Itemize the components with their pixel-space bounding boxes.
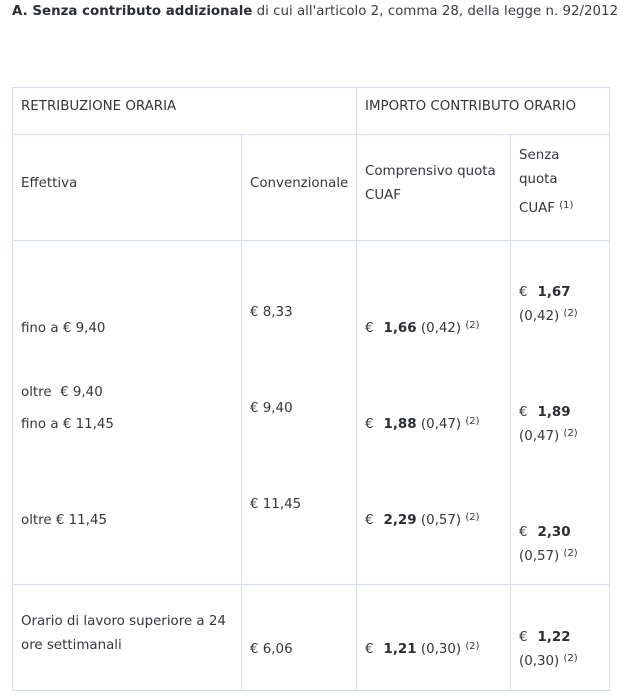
row2-senza-cuaf: € 1,89 — [519, 405, 571, 420]
row2-con-cuaf-value: 1,88 — [383, 417, 417, 432]
table-divider-header — [12, 134, 610, 135]
contribution-table — [12, 87, 610, 691]
row1-con-cuaf: € 1,66 (0,42) $^{(2)}$ — [365, 320, 480, 336]
header-retribuzione-oraria: RETRIBUZIONE ORARIA — [21, 99, 177, 114]
section-heading-bold: A. Senza contributo addizionale — [12, 4, 253, 19]
row3-con-cuaf-value: 2,29 — [383, 513, 417, 528]
footnote-2: (2) — [563, 548, 578, 559]
footnote-2: (2) — [563, 308, 578, 319]
row4-convenzionale: € 6,06 — [250, 642, 293, 657]
footnote-2: (2) — [563, 428, 578, 439]
footnote-2: (2) — [563, 653, 578, 664]
row4-senza-cuaf-value: 1,22 — [537, 630, 571, 645]
row4-effettiva-line1: Orario di lavoro superiore a 24 — [21, 614, 226, 629]
header-importo-contributo: IMPORTO CONTRIBUTO ORARIO — [365, 99, 576, 114]
row2-senza-cuaf-paren: (0,47) $^{(2)}$ — [519, 428, 578, 444]
row3-senza-cuaf: € 2,30 — [519, 525, 571, 540]
row1-convenzionale: € 8,33 — [250, 305, 293, 320]
row1-effettiva: fino a € 9,40 — [21, 321, 106, 336]
row2-con-cuaf: € 1,88 (0,47) $^{(2)}$ — [365, 416, 480, 432]
row3-con-cuaf-paren: (0,57) — [420, 513, 462, 528]
row2-convenzionale: € 9,40 — [250, 401, 293, 416]
subheader-comprensivo-line1: Comprensivo quota — [365, 164, 496, 179]
row3-effettiva: oltre € 11,45 — [21, 513, 107, 528]
row1-con-cuaf-value: 1,66 — [383, 321, 417, 336]
table-border-right — [609, 87, 610, 691]
section-heading-rest: di cui all'articolo 2, comma 28, della legge n. 92/2012 — [252, 4, 619, 19]
row2-senza-cuaf-value: 1,89 — [537, 405, 571, 420]
row1-senza-cuaf: € 1,67 — [519, 285, 571, 300]
row3-convenzionale: € 11,45 — [250, 497, 302, 512]
row4-con-cuaf-paren: (0,30) — [420, 642, 462, 657]
row4-senza-cuaf: € 1,22 — [519, 630, 571, 645]
table-border-top — [12, 87, 610, 88]
row1-con-cuaf-paren: (0,42) — [420, 321, 462, 336]
footnote-2: (2) — [465, 416, 480, 427]
row3-senza-cuaf-value: 2,30 — [537, 525, 571, 540]
footnote-2: (2) — [465, 512, 480, 523]
subheader-senza-line1: Senza — [519, 148, 560, 163]
table-divider-col3 — [510, 134, 511, 691]
table-divider-col2 — [356, 87, 357, 691]
row3-senza-cuaf-paren: (0,57) $^{(2)}$ — [519, 548, 578, 564]
table-divider-subheader — [12, 240, 610, 241]
subheader-comprensivo-line2: CUAF — [365, 188, 402, 203]
footnote-2: (2) — [465, 641, 480, 652]
subheader-senza-line3 — [519, 197, 573, 221]
table-border-bottom — [12, 690, 610, 691]
row4-senza-cuaf-paren: (0,30) $^{(2)}$ — [519, 653, 578, 669]
row4-con-cuaf: € 1,21 (0,30) $^{(2)}$ — [365, 641, 480, 657]
subheader-senza-line2: quota — [519, 172, 558, 187]
row2-effettiva-line2: fino a € 11,45 — [21, 417, 114, 432]
subheader-senza-cuaf: CUAF — [519, 201, 556, 216]
row1-senza-cuaf-paren: (0,42) $^{(2)}$ — [519, 308, 578, 324]
table-border-left — [12, 87, 13, 691]
row1-senza-cuaf-value: 1,67 — [537, 285, 571, 300]
subheader-convenzionale: Convenzionale — [250, 176, 349, 191]
table-divider-col1 — [241, 134, 242, 691]
row4-con-cuaf-value: 1,21 — [383, 642, 417, 657]
row2-effettiva-line1: oltre € 9,40 — [21, 385, 103, 400]
row2-con-cuaf-paren: (0,47) — [420, 417, 462, 432]
footnote-2: (2) — [465, 320, 480, 331]
footnote-1: (1) — [559, 200, 574, 211]
table-divider-body — [12, 584, 610, 585]
row3-con-cuaf: € 2,29 (0,57) $^{(2)}$ — [365, 512, 480, 528]
subheader-effettiva: Effettiva — [21, 176, 78, 191]
section-heading — [12, 3, 618, 21]
row4-effettiva-line2: ore settimanali — [21, 638, 122, 653]
